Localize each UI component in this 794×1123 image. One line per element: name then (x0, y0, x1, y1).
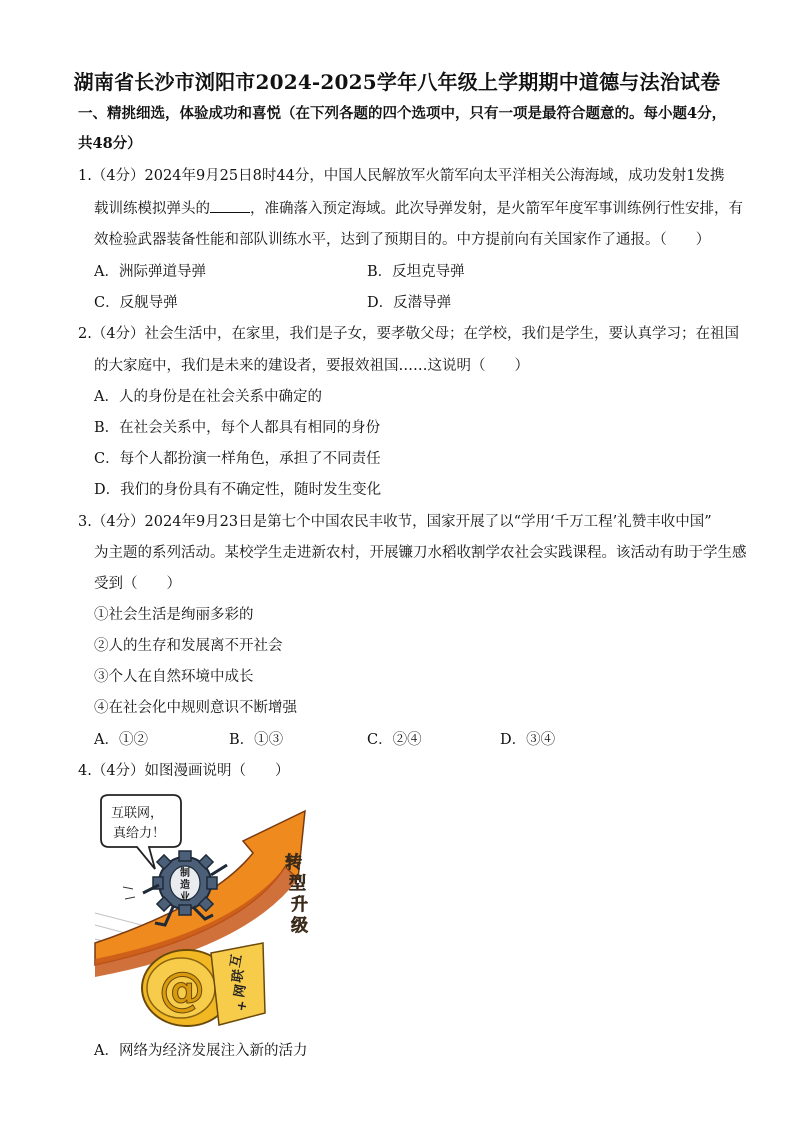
q1-option-a: A．洲际弹道导弹 (94, 264, 206, 280)
q3-statement-2: ②人的生存和发展离不开社会 (94, 638, 283, 654)
ribbon-char-1: 互 (228, 953, 246, 969)
q4-line-1: 4.（4分）如图漫画说明（ ） (78, 763, 290, 779)
q1-line-1: 1.（4分）2024年9月25日8时44分，中国人民解放军火箭军向太平洋相关公海海域，成功发射1发携 (78, 168, 725, 184)
arrow-char-1: 转 (285, 853, 302, 873)
q2-option-a: A．人的身份是在社会关系中确定的 (94, 389, 322, 405)
ribbon-char-4: + (234, 999, 251, 1013)
q1-answer-blank (210, 198, 250, 213)
gear-char-1: 制 (180, 868, 190, 879)
q3-statement-4: ④在社会化中规则意识不断增强 (94, 700, 297, 716)
q3-option-a: A．①② (94, 732, 148, 748)
gear-char-3: 业 (180, 892, 190, 903)
gear-char-2: 造 (180, 880, 190, 891)
q3-statement-3: ③个人在自然环境中成长 (94, 669, 254, 685)
arrow-char-2: 型 (289, 874, 306, 894)
ribbon-char-2: 联 (230, 968, 248, 984)
q3-line-2: 为主题的系列活动。某校学生走进新农村，开展镰刀水稻收割学农社会实践课程。该活动有助于学生感 (94, 545, 747, 561)
q1-option-b: B．反坦克导弹 (367, 264, 465, 280)
q1-option-d: D．反潜导弹 (367, 295, 452, 311)
arrow-char-4: 级 (291, 916, 308, 936)
q3-line-3: 受到（ ） (94, 576, 181, 592)
ribbon-char-3: 网 (232, 983, 250, 999)
q1-line-3: 效检验武器装备性能和部队训练水平，达到了预期目的。中方提前向有关国家作了通报。（ ） (94, 232, 711, 248)
q3-option-b: B．①③ (229, 732, 284, 748)
at-sign-icon: @ (159, 962, 205, 1016)
q4-option-a: A．网络为经济发展注入新的活力 (94, 1043, 308, 1059)
q3-option-c: C．②④ (367, 732, 422, 748)
section-heading-line-2: 共48分） (78, 135, 142, 152)
bubble-line-2: 真给力！ (113, 826, 166, 841)
q2-option-c: C．每个人都扮演一样角色，承担了不同责任 (94, 451, 381, 467)
q2-option-d: D．我们的身份具有不确定性，随时发生变化 (94, 482, 382, 498)
q1-line-2-end: ，准确落入预定海域。此次导弹发射，是火箭军年度军事训练例行性安排，有 (250, 201, 743, 217)
q1-line-2-start: 载训练模拟弹头的 (94, 201, 210, 217)
q3-option-d: D．③④ (500, 732, 556, 748)
q3-line-1: 3.（4分）2024年9月23日是第七个中国农民丰收节，国家开展了以“学用‘千万工程’礼赞丰收中国” (78, 514, 712, 530)
bubble-line-1: 互联网， (111, 806, 164, 821)
arrow-char-3: 升 (291, 895, 308, 915)
q2-line-2: 的大家庭中，我们是未来的建设者，要报效祖国……这说明（ ） (94, 358, 529, 374)
speech-bubble (101, 795, 181, 869)
q2-option-b: B．在社会关系中，每个人都具有相同的身份 (94, 420, 381, 436)
q3-statement-1: ①社会生活是绚丽多彩的 (94, 607, 254, 623)
page-title: 湖南省长沙市浏阳市2024-2025学年八年级上学期期中道德与法治试卷 (73, 70, 721, 94)
q4-cartoon-image (93, 793, 343, 1029)
q1-option-c: C．反舰导弹 (94, 295, 178, 311)
section-heading-line-1: 一、精挑细选，体验成功和喜悦（在下列各题的四个选项中，只有一项是最符合题意的。每小题4分， (78, 105, 727, 122)
q1-line-2 (94, 198, 743, 219)
q2-line-1: 2.（4分）社会生活中，在家里，我们是子女，要孝敬父母；在学校，我们是学生，要认真学习；在祖国 (78, 326, 740, 342)
